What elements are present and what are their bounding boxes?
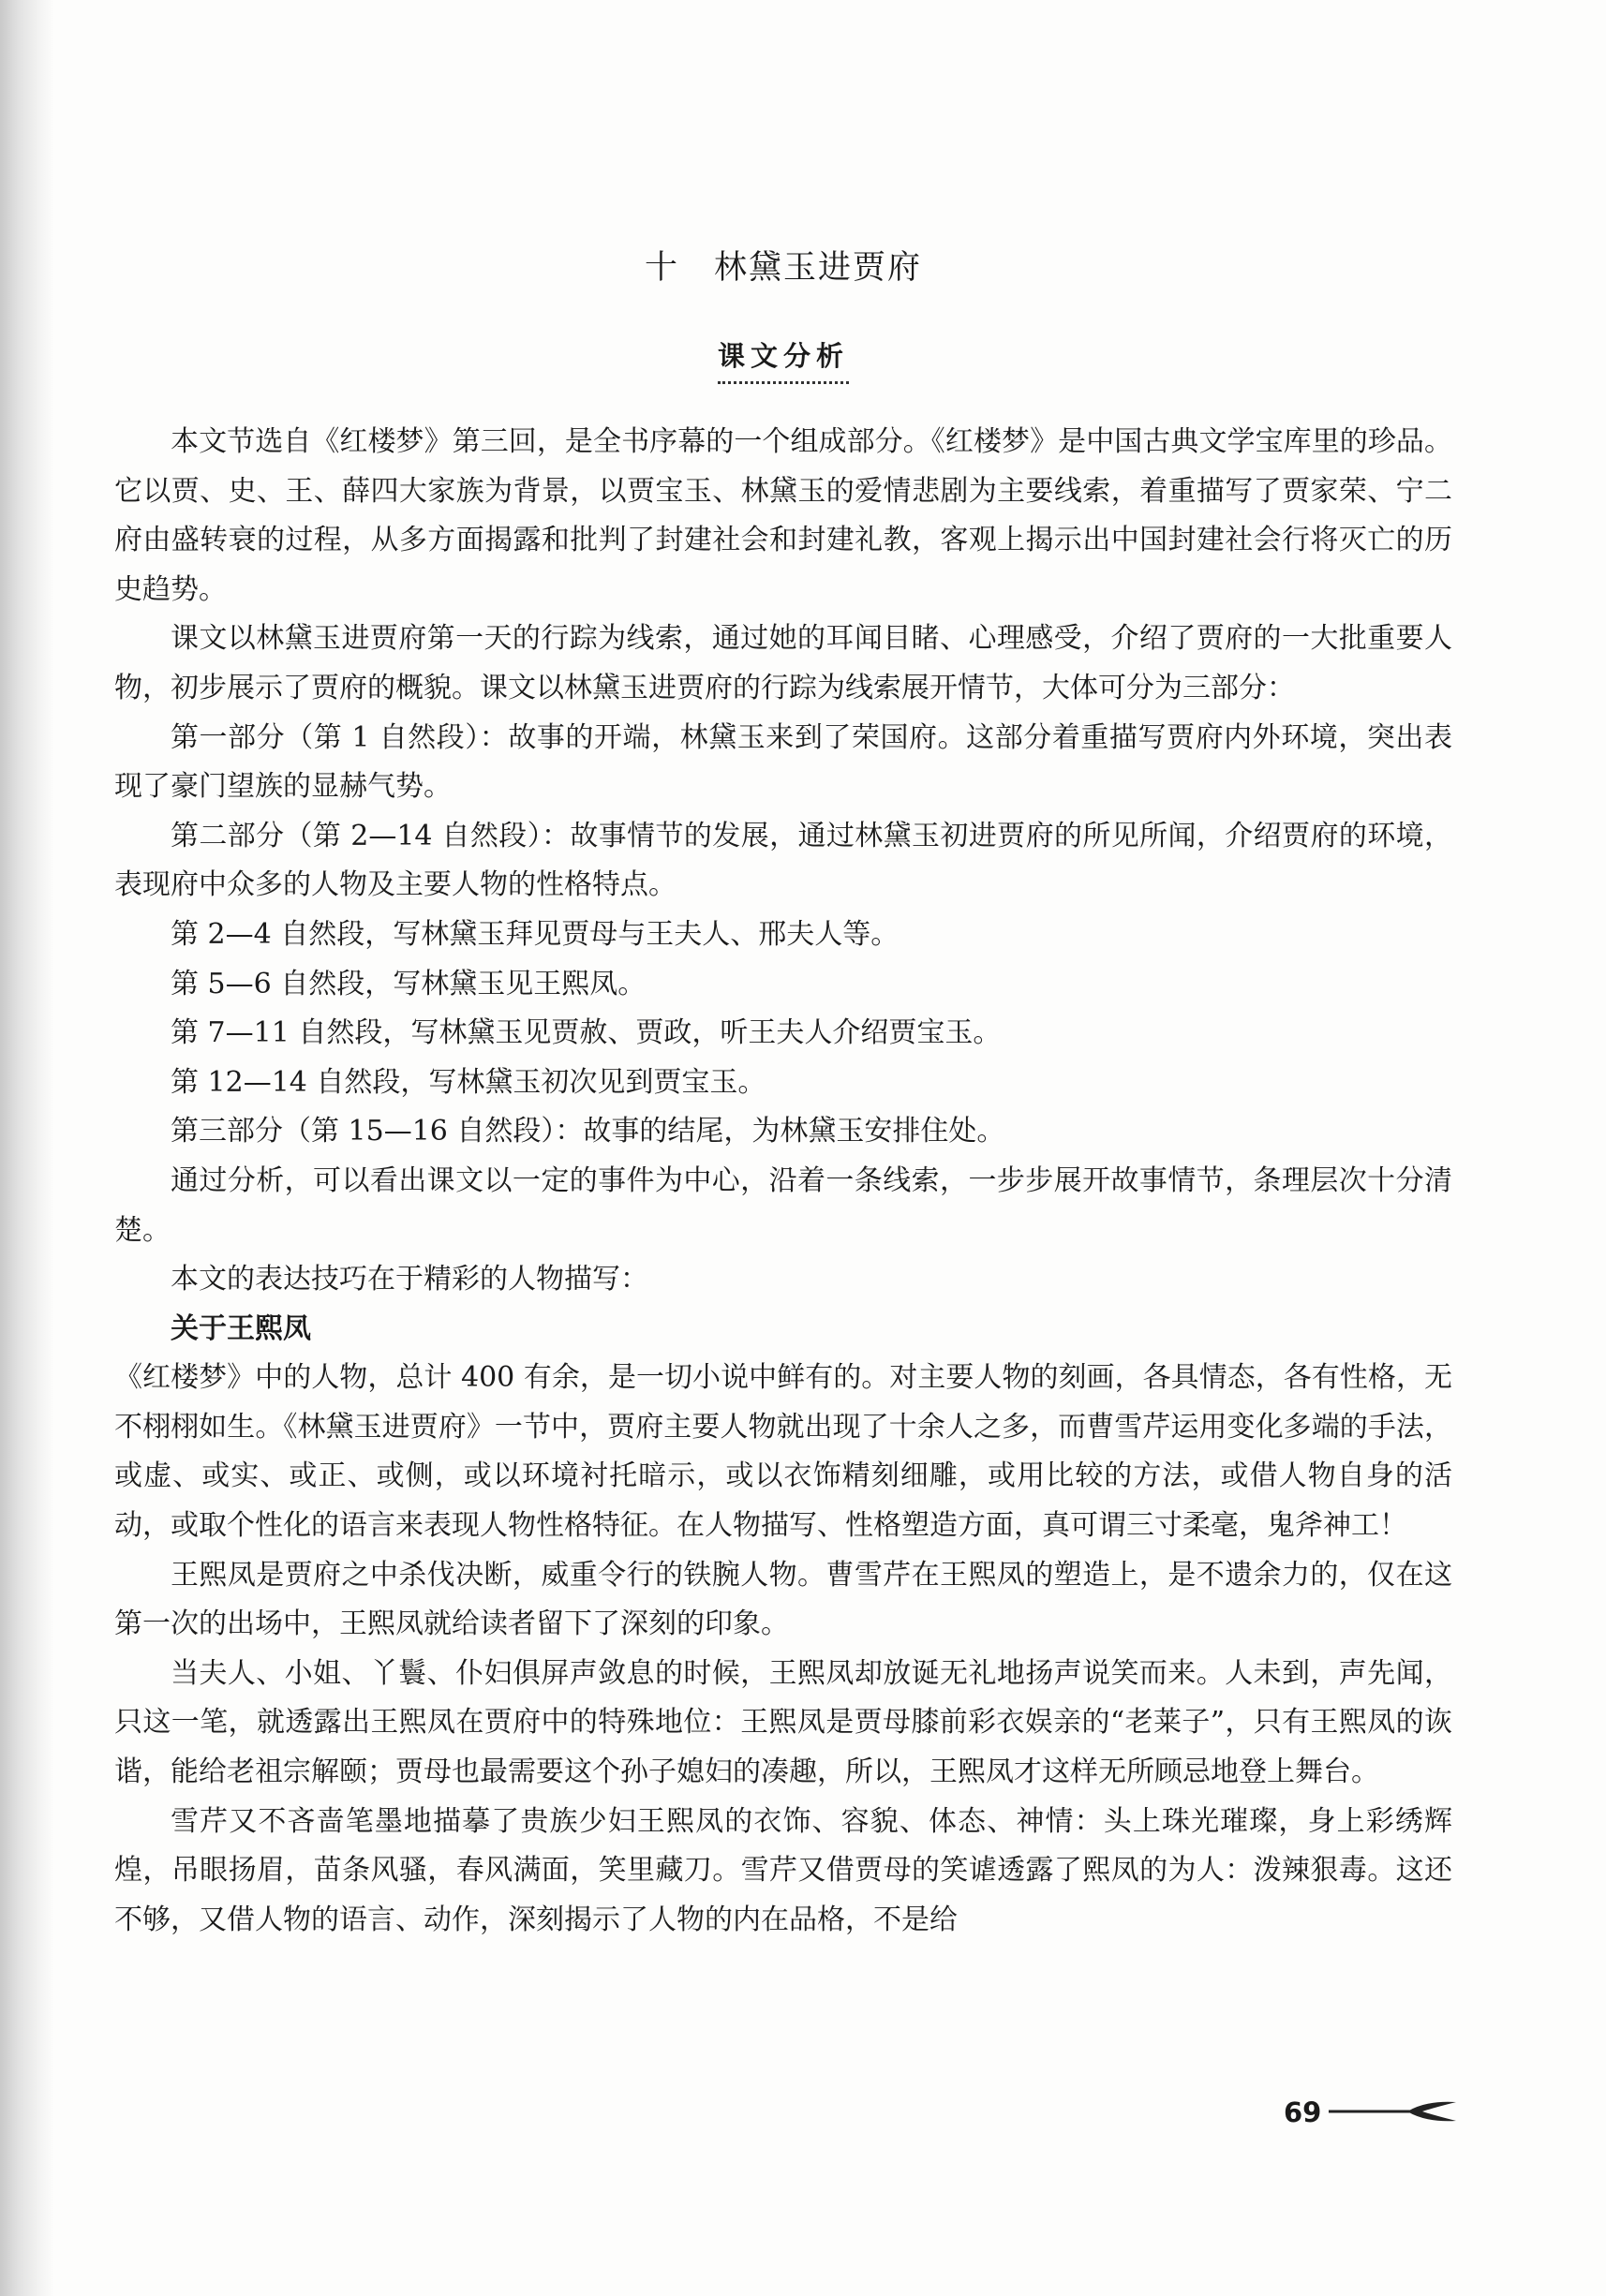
- chapter-title: 十 林黛玉进贾府: [644, 249, 922, 287]
- paragraph: 本文节选自《红楼梦》第三回，是全书序幕的一个组成部分。《红楼梦》是中国古典文学宝库里的珍品。它以贾、史、王、薛四大家族为背景，以贾宝玉、林黛玉的爱情悲剧为主要线索，着重描写了贾家荣、宁二府由盛转衰的过程，从多方面揭露和批判了封建社会和封建礼教，客观上揭示出中国封建社会行将灭亡的历史趋势。: [114, 425, 1452, 606]
- paragraph: 第 2—4 自然段，写林黛玉拜见贾母与王夫人、邢夫人等。: [171, 917, 900, 951]
- page-number: 69: [1284, 2096, 1322, 2128]
- paragraph: 雪芹又不吝啬笔墨地描摹了贵族少妇王熙凤的衣饰、容貌、体态、神情：头上珠光璀璨，身上彩绣辉煌，吊眼扬眉，苗条风骚，春风满面，笑里藏刀。雪芹又借贾母的笑谑透露了熙凤的为人：泼辣狠毒。这还不够，又借人物的语言、动作，深刻揭示了人物的内在品格，不是给: [114, 1804, 1452, 1936]
- page-ornament-icon: [1329, 2098, 1460, 2125]
- paragraph: 第 7—11 自然段，写林黛玉见贾赦、贾政，听王夫人介绍贾宝玉。: [171, 1016, 1002, 1050]
- subheading: 关于王熙凤: [171, 1311, 311, 1345]
- paragraph: 第 5—6 自然段，写林黛玉见王熙凤。: [171, 967, 647, 1000]
- paragraph: 王熙凤是贾府之中杀伐决断，威重令行的铁腕人物。曹雪芹在王熙凤的塑造上，是不遗余力的，仅在这第一次的出场中，王熙凤就给读者留下了深刻的印象。: [114, 1558, 1452, 1641]
- body-text: [114, 418, 1452, 1945]
- paragraph: 第三部分（第 15—16 自然段）：故事的结尾，为林黛玉安排住处。: [171, 1115, 1005, 1148]
- paragraph: 当夫人、小姐、丫鬟、仆妇俱屏声敛息的时候，王熙凤却放诞无礼地扬声说笑而来。人未到，声先闻，只这一笔，就透露出王熙凤在贾府中的特殊地位：王熙凤是贾母膝前彩衣娱亲的“老莱子”，只有王熙凤的诙谐，能给老祖宗解颐；贾母也最需要这个孙子媳妇的凑趣，所以，王熙凤才这样无所顾忌地登上舞台。: [114, 1656, 1452, 1789]
- paragraph: 第 12—14 自然段，写林黛玉初次见到贾宝玉。: [171, 1065, 766, 1099]
- paragraph: 本文的表达技巧在于精彩的人物描写：: [171, 1263, 648, 1296]
- paragraph: 课文以林黛玉进贾府第一天的行踪为线索，通过她的耳闻目睹、心理感受，介绍了贾府的一大批重要人物，初步展示了贾府的概貌。课文以林黛玉进贾府的行踪为线索展开情节，大体可分为三部分：: [114, 622, 1452, 704]
- paragraph: 《红楼梦》中的人物，总计 400 有余，是一切小说中鲜有的。对主要人物的刻画，各具情态，各有性格，无不栩栩如生。《林黛玉进贾府》一节中，贾府主要人物就出现了十余人之多，而曹雪芹运用变化多端的手法，或虚、或实、或正、或侧，或以环境衬托暗示，或以衣饰精刻细雕，或用比较的方法，或借人物自身的活动，或取个性化的语言来表现人物性格特征。在人物描写、性格塑造方面，真可谓三寸柔毫，鬼斧神工！: [114, 1361, 1452, 1543]
- paragraph: 第二部分（第 2—14 自然段）：故事情节的发展，通过林黛玉初进贾府的所见所闻，介绍贾府的环境，表现府中众多的人物及主要人物的性格特点。: [114, 819, 1452, 902]
- section-heading: [114, 335, 1452, 384]
- paragraph: 第一部分（第 1 自然段）：故事的开端，林黛玉来到了荣国府。这部分着重描写贾府内外环境，突出表现了豪门望族的显赫气势。: [114, 720, 1452, 804]
- paragraph: 通过分析，可以看出课文以一定的事件为中心，沿着一条线索，一步步展开故事情节，条理层次十分清楚。: [114, 1163, 1452, 1247]
- section-heading-text: 课文分析: [718, 335, 849, 384]
- book-gutter-shadow: [0, 0, 54, 2296]
